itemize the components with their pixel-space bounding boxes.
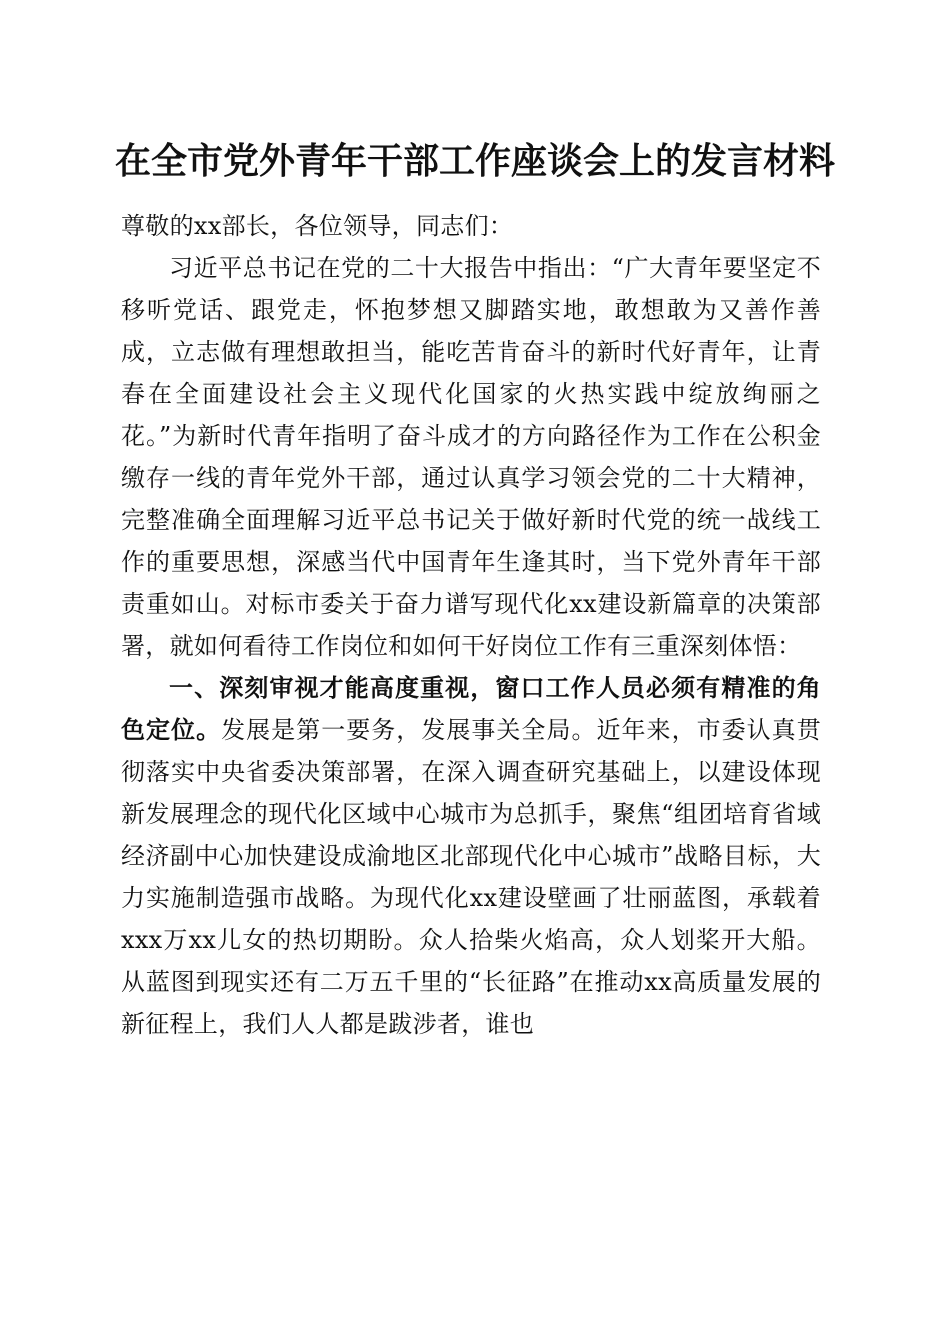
salutation: 尊敬的xx部长，各位领导，同志们： [121, 212, 514, 240]
document-title: 在全市党外青年干部工作座谈会上的发言材料 [114, 140, 835, 182]
paragraph-intro: 习近平总书记在党的二十大报告中指出：“广大青年要坚定不移听党话、跟党走，怀抱梦想又脚踏实地，敢想敢为又善作善成，立志做有理想敢担当，能吃苦肯奋斗的新时代好青年，让青春在全面建设社会主义现代化国家的火热实践中绽放绚丽之花。”为新时代青年指明了奋斗成才的方向路径作为工作在公积金缴存一线的青年党外干部，通过认真学习领会党的二十大精神，完整准确全面理解习近平总书记关于做好新时代党的统一战线工作的重要思想，深感当代中国青年生逢其时，当下党外青年干部责重如山。对标市委关于奋力谱写现代化xx建设新篇章的决策部署，就如何看待工作岗位和如何干好岗位工作有三重深刻体悟： [121, 254, 821, 660]
document-body [121, 205, 821, 1045]
paragraph-section-1 [121, 667, 821, 1045]
section-1-heading: 一、深刻审视才能高度重视，窗口工作人员必须有精准的角色定位。 [121, 673, 821, 744]
section-1-text: 发展是第一要务，发展事关全局。近年来，市委认真贯彻落实中央省委决策部署，在深入调查研究基础上，以建设体现新发展理念的现代化区域中心城市为总抓手，聚焦“组团培育省域经济副中心加快建设成渝地区北部现代化中心城市”战略目标，大力实施制造强市战略。为现代化xx建设壁画了壮丽蓝图，承载着xxx万xx儿女的热切期盼。众人拾柴火焰高，众人划桨开大船。从蓝图到现实还有二万五千里的“长征路”在推动xx高质量发展的新征程上，我们人人都是跋涉者，谁也 [121, 716, 821, 1038]
